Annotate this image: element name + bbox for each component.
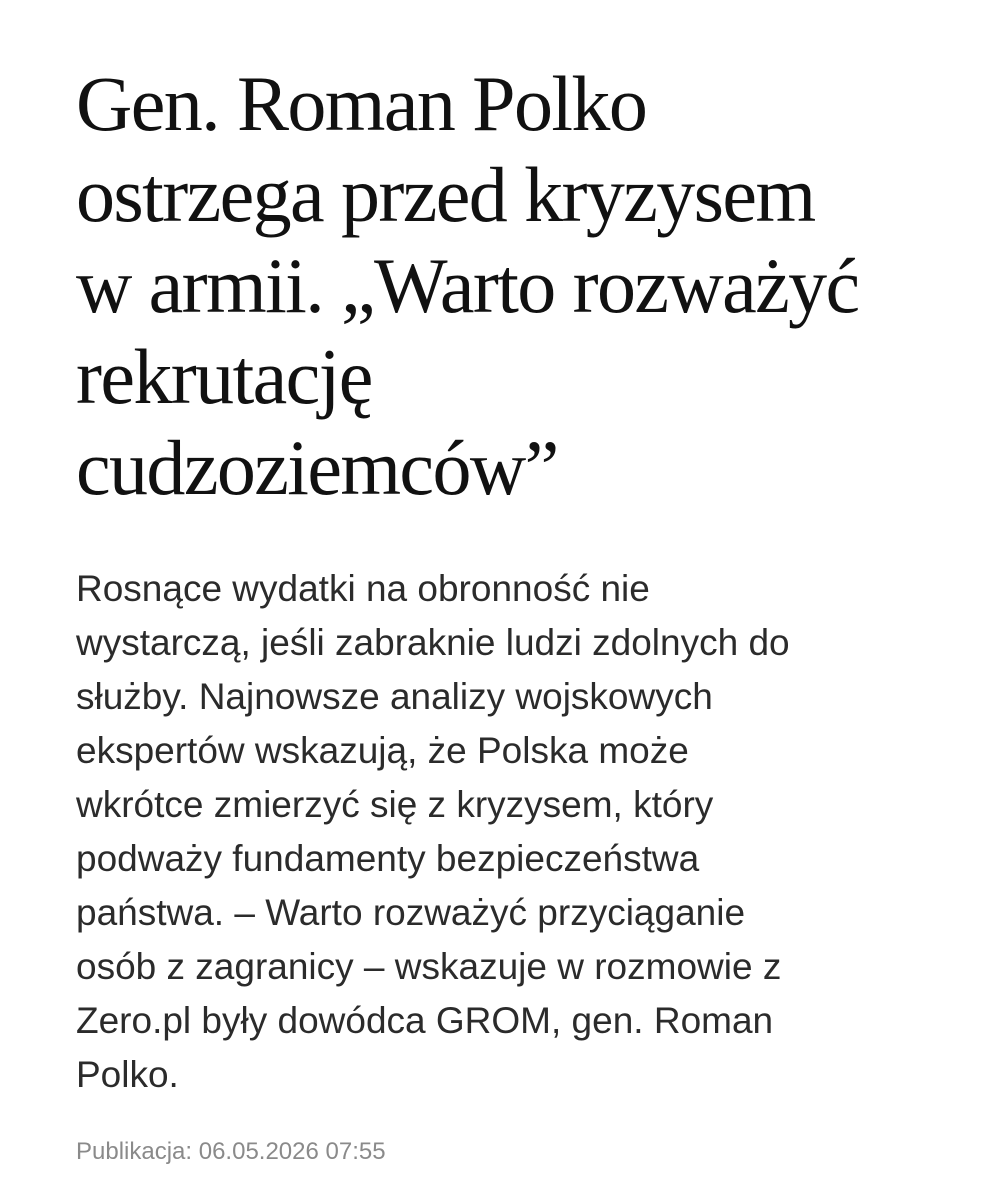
lead-line: Polko. — [76, 1054, 179, 1095]
headline-line: w armii. „Warto rozważyć — [76, 242, 859, 329]
article — [76, 58, 956, 1165]
lead-line: służby. Najnowsze analizy wojskowych — [76, 676, 713, 717]
lead-line: wkrótce zmierzyć się z kryzysem, który — [76, 784, 714, 825]
lead-line: wystarczą, jeśli zabraknie ludzi zdolnych do — [76, 622, 790, 663]
headline-line: cudzoziemców” — [76, 424, 558, 511]
lead-line: Zero.pl były dowódca GROM, gen. Roman — [76, 1000, 774, 1041]
headline-line: ostrzega przed kryzysem — [76, 151, 815, 238]
publication-date: Publikacja: 06.05.2026 07:55 — [76, 1138, 386, 1165]
article-lead — [76, 562, 956, 1102]
article-headline — [76, 58, 956, 513]
lead-line: państwa. – Warto rozważyć przyciąganie — [76, 892, 746, 933]
lead-line: ekspertów wskazują, że Polska może — [76, 730, 689, 771]
headline-line: rekrutację — [76, 333, 372, 420]
lead-line: osób z zagranicy – wskazuje w rozmowie z — [76, 946, 782, 987]
lead-line: podważy fundamenty bezpieczeństwa — [76, 838, 700, 879]
headline-line: Gen. Roman Polko — [76, 60, 647, 147]
lead-line: Rosnące wydatki na obronność nie — [76, 568, 650, 609]
